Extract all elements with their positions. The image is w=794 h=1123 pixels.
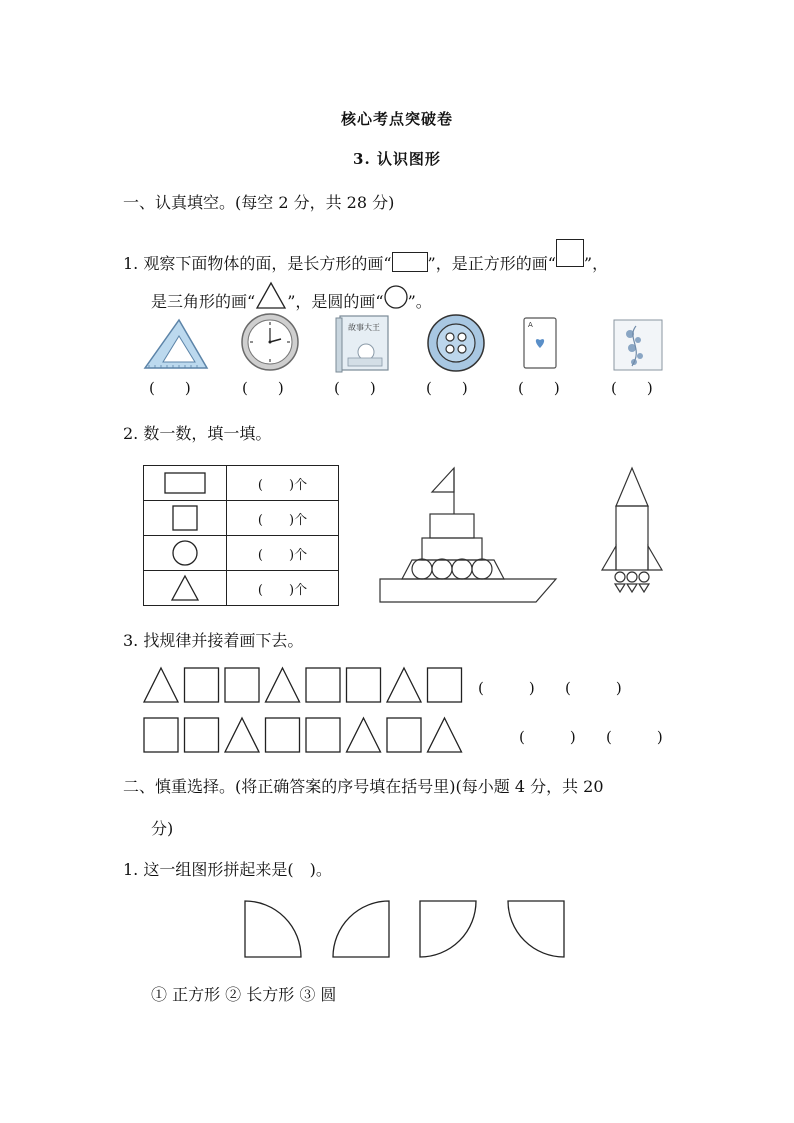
page-title: 核心考点突破卷 (340, 110, 453, 128)
count-cell[interactable]: ( )个 (227, 501, 339, 536)
book-title-text: 故事大王 (348, 323, 380, 332)
section1-heading: 一、认真填空。(每空 2 分，共 28 分) (123, 193, 395, 212)
pattern-blank[interactable]: ( ) (565, 679, 622, 697)
answer-blank[interactable]: ( ) (611, 379, 653, 397)
pattern-row-2 (144, 718, 462, 752)
pattern-blank[interactable]: ( ) (478, 679, 535, 697)
quarter-circle-piece (419, 900, 477, 958)
q1-line1: 1. 观察下面物体的面，是长方形的画“ ”，是正方形的画“ ”， (123, 239, 608, 274)
quarter-circle-piece (244, 900, 302, 958)
answer-blank[interactable]: ( ) (518, 379, 560, 397)
pattern-square (144, 718, 178, 752)
count-cell[interactable]: ( )个 (227, 571, 339, 606)
svg-text:A: A (528, 321, 533, 329)
answer-blank[interactable]: ( ) (334, 379, 376, 397)
page-subtitle: 3. 认识图形 (353, 150, 441, 168)
pattern-square (428, 668, 462, 702)
pattern-square (387, 718, 421, 752)
count-cell[interactable]: ( )个 (227, 536, 339, 571)
quarter-circle-piece (332, 900, 390, 958)
answer-blank[interactable]: ( ) (242, 379, 284, 397)
s2-q1-options[interactable]: ① 正方形 ② 长方形 ③ 圆 (151, 985, 337, 1004)
s2-q1-label: 1. 这一组图形拼起来是( )。 (123, 860, 332, 879)
pattern-triangle (428, 718, 462, 752)
pattern-row-1 (144, 668, 462, 702)
pattern-square (185, 668, 219, 702)
pattern-square (347, 668, 381, 702)
section2-heading: 二、慎重选择。(将正确答案的序号填在括号里)(每小题 4 分，共 20 (123, 777, 604, 796)
pattern-triangle (144, 668, 178, 702)
q3-label: 3. 找规律并接着画下去。 (123, 631, 304, 650)
count-cell[interactable]: ( )个 (227, 466, 339, 501)
pattern-square (185, 718, 219, 752)
pattern-triangle (387, 668, 421, 702)
pattern-square (306, 718, 340, 752)
pattern-blank[interactable]: ( ) (606, 728, 663, 746)
section2-heading-cont: 分) (151, 819, 174, 838)
pattern-square (225, 668, 259, 702)
pattern-triangle (225, 718, 259, 752)
q2-label: 2. 数一数，填一填。 (123, 424, 272, 443)
pattern-triangle (347, 718, 381, 752)
answer-blank[interactable]: ( ) (426, 379, 468, 397)
q1-line2: 是三角形的画“ ”，是圆的画“ ”。 (151, 281, 432, 312)
answer-blank[interactable]: ( ) (149, 379, 191, 397)
pattern-square (266, 718, 300, 752)
pattern-triangle (266, 668, 300, 702)
quarter-circle-piece (507, 900, 565, 958)
pattern-square (306, 668, 340, 702)
pattern-blank[interactable]: ( ) (519, 728, 576, 746)
